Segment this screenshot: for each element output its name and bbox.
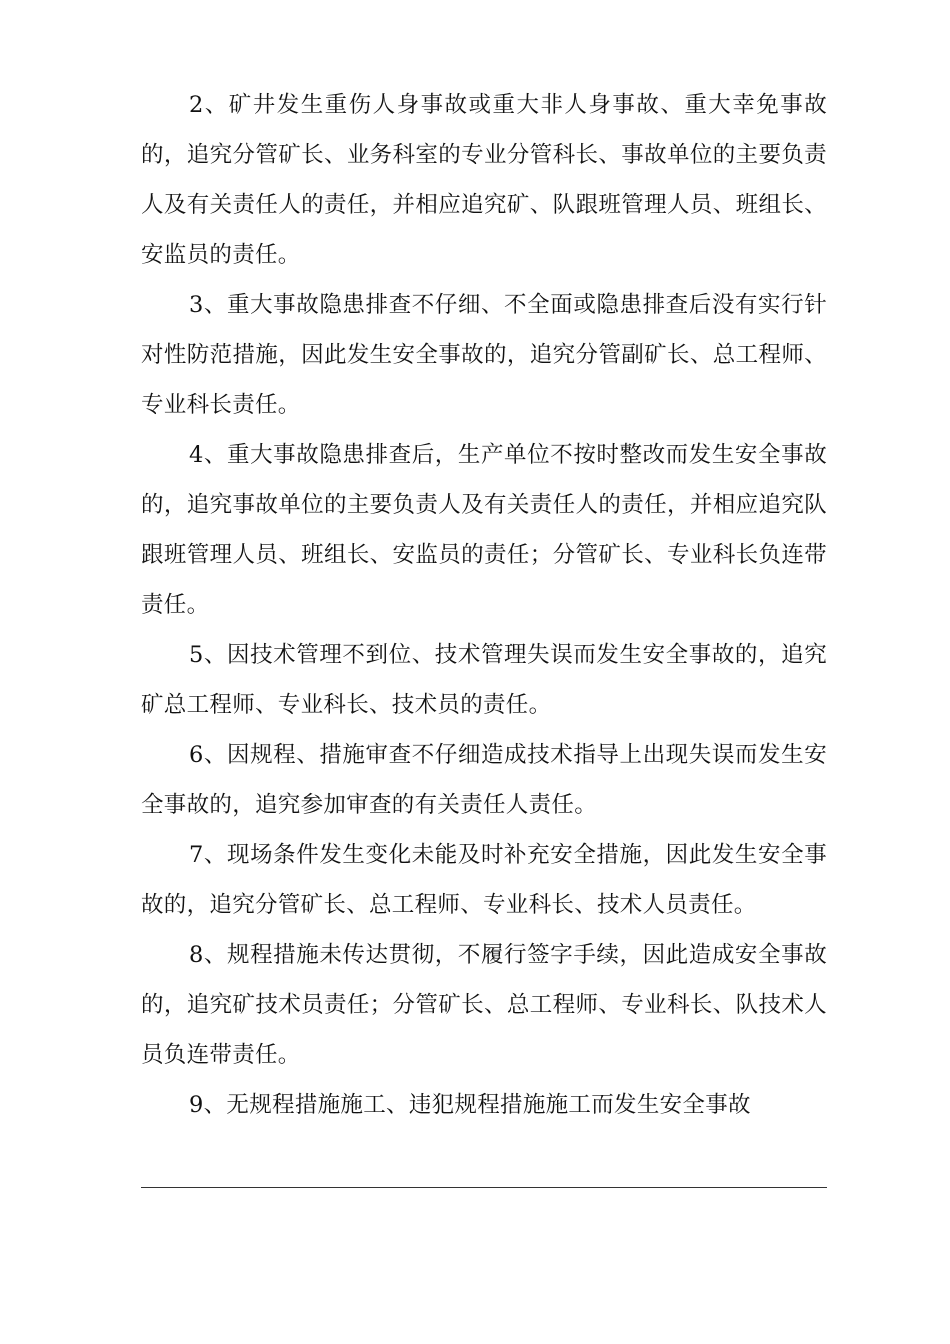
paragraph-item-4: 4、重大事故隐患排查后，生产单位不按时整改而发生安全事故的，追究事故单位的主要负责人及有关责任人的责任，并相应追究队跟班管理人员、班组长、安监员的责任；分管矿长、专业科长负连带责任。 <box>141 442 827 618</box>
paragraph-item-8: 8、规程措施未传达贯彻，不履行签字手续，因此造成安全事故的，追究矿技术员责任；分管矿长、总工程师、专业科长、队技术人员负连带责任。 <box>141 942 827 1068</box>
paragraph-item-7: 7、现场条件发生变化未能及时补充安全措施，因此发生安全事故的，追究分管矿长、总工程师、专业科长、技术人员责任。 <box>141 842 827 918</box>
paragraph-item-2: 2、矿井发生重伤人身事故或重大非人身事故、重大幸免事故的，追究分管矿长、业务科室的专业分管科长、事故单位的主要负责人及有关责任人的责任，并相应追究矿、队跟班管理人员、班组长、安监员的责任。 <box>141 92 827 268</box>
paragraph-item-6: 6、因规程、措施审查不仔细造成技术指导上出现失误而发生安全事故的，追究参加审查的有关责任人责任。 <box>141 742 827 818</box>
document-body <box>141 80 827 1130</box>
footer-divider <box>141 1187 827 1188</box>
paragraph-item-5: 5、因技术管理不到位、技术管理失误而发生安全事故的，追究矿总工程师、专业科长、技术员的责任。 <box>141 642 827 718</box>
paragraph-item-3: 3、重大事故隐患排查不仔细、不全面或隐患排查后没有实行针对性防范措施，因此发生安全事故的，追究分管副矿长、总工程师、专业科长责任。 <box>141 292 827 418</box>
paragraph-item-9: 9、无规程措施施工、违犯规程措施施工而发生安全事故 <box>189 1092 751 1118</box>
